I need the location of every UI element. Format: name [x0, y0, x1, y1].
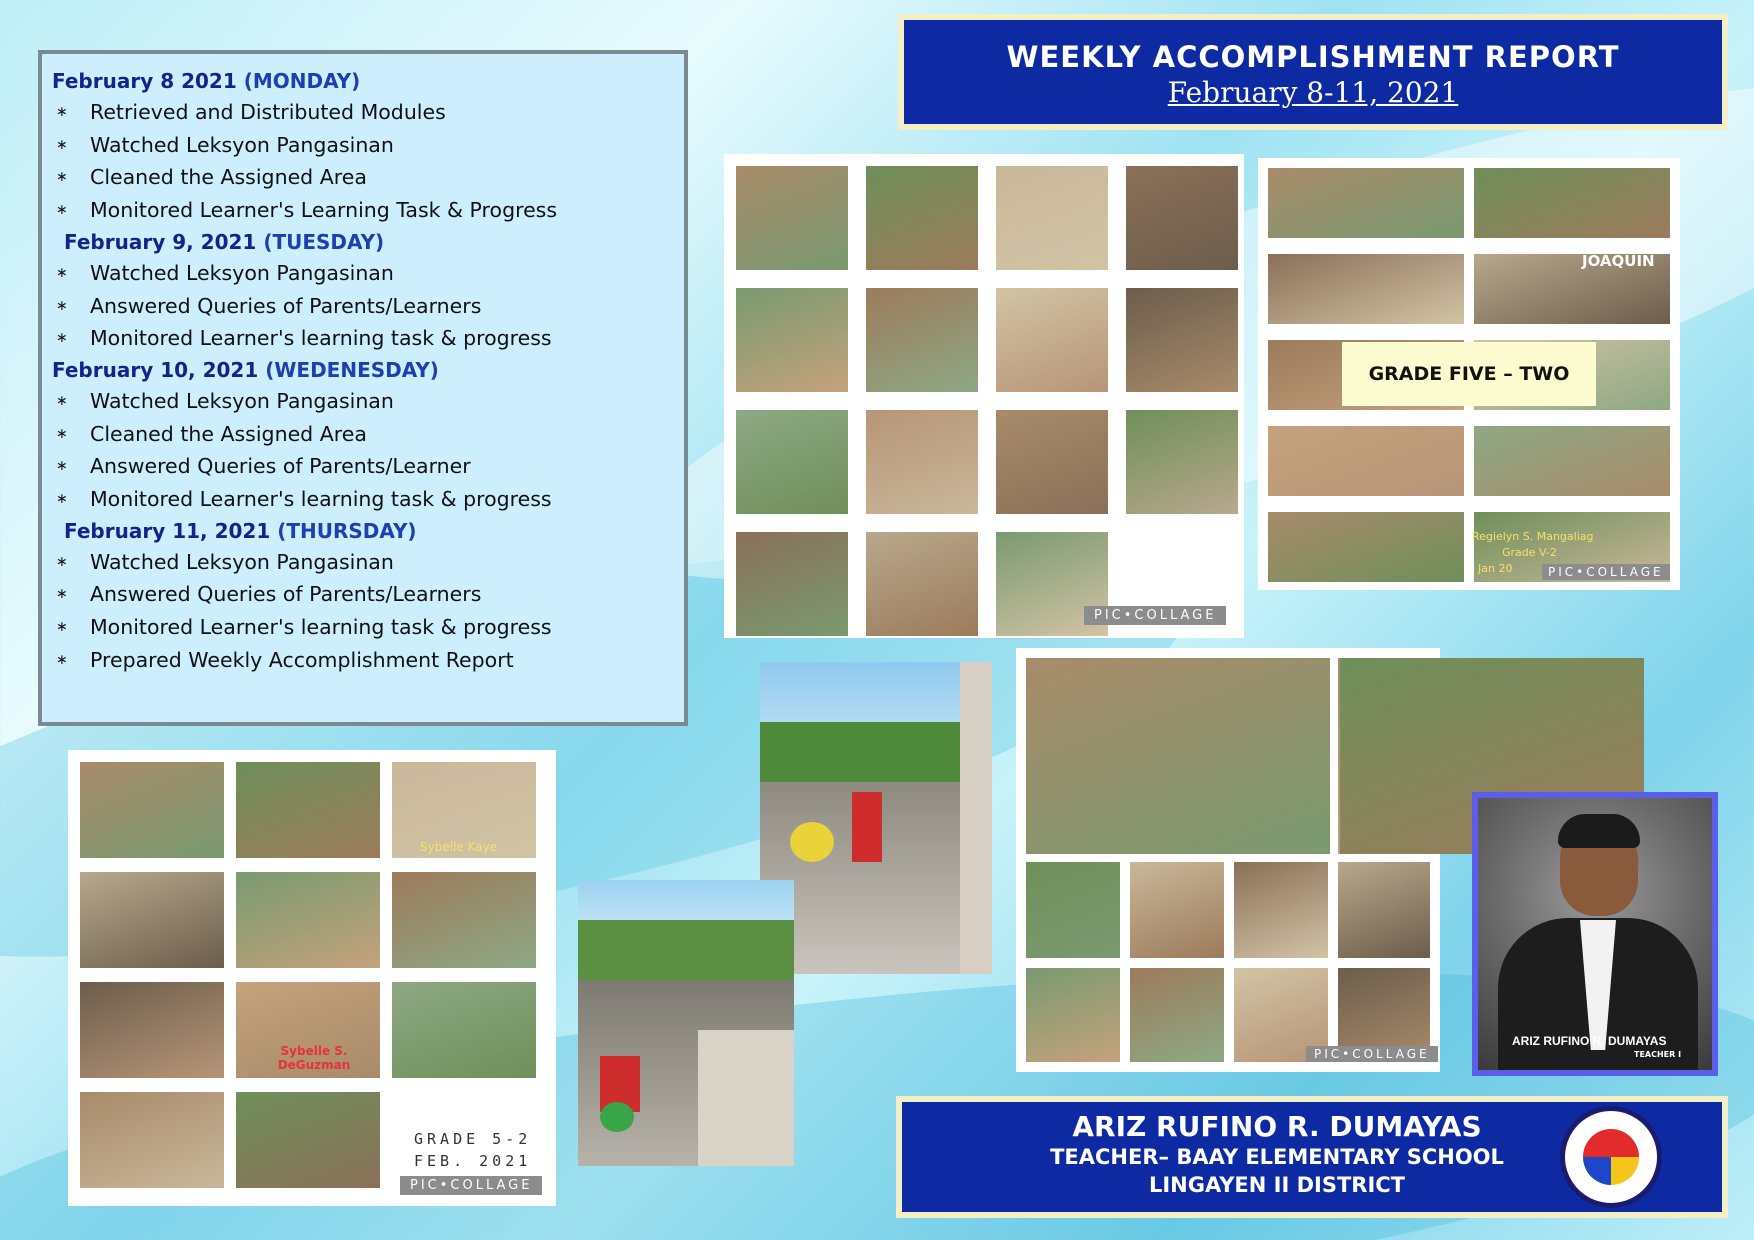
day-weekday: (MONDAY) — [243, 69, 361, 93]
collage-photo — [1026, 658, 1330, 854]
bullet-icon: ∗ — [56, 392, 68, 409]
collage-watermark: PIC•COLLAGE — [1306, 1046, 1438, 1062]
task-item — [52, 644, 674, 677]
task-text: Cleaned the Assigned Area — [90, 421, 367, 446]
task-text: Monitored Learner's learning task & progress — [90, 487, 552, 512]
task-item — [52, 418, 674, 451]
report-title: WEEKLY ACCOMPLISHMENT REPORT — [1006, 40, 1620, 74]
collage-photo — [1026, 862, 1120, 958]
collage-photo — [1126, 410, 1238, 514]
photo-outdoor-cleaning — [760, 662, 992, 974]
collage-photo — [1474, 426, 1670, 496]
task-text: Monitored Learner's Learning Task & Progress — [90, 198, 558, 223]
task-item — [52, 483, 674, 516]
bullet-icon: ∗ — [56, 651, 68, 668]
collage-photo — [236, 872, 380, 968]
teacher-footer-banner — [896, 1096, 1728, 1218]
photo-caption-sybelle-deguzman: Sybelle S. DeGuzman — [277, 1044, 351, 1072]
collage-photo — [1234, 862, 1328, 958]
photo-collage-learners — [1258, 158, 1680, 590]
task-item — [52, 129, 674, 162]
photo-collage-home-learners — [68, 750, 556, 1206]
collage-photo — [866, 166, 978, 270]
bullet-icon: ∗ — [56, 619, 68, 636]
task-item — [52, 611, 674, 644]
task-text: Watched Leksyon Pangasinan — [90, 388, 394, 413]
collage-photo — [736, 532, 848, 636]
day-weekday: (TUESDAY) — [263, 229, 385, 254]
collage-photo — [392, 872, 536, 968]
bullet-icon: ∗ — [56, 458, 68, 475]
task-item — [52, 578, 674, 611]
photo-collage-classroom — [724, 154, 1244, 638]
bullet-icon: ∗ — [56, 202, 68, 219]
bullet-icon: ∗ — [56, 104, 68, 120]
task-text: Answered Queries of Parents/Learners — [90, 293, 482, 318]
photo-trees — [578, 920, 794, 980]
task-text: Monitored Learner's learning task & progress — [90, 615, 552, 640]
collage-photo — [1268, 426, 1464, 496]
collage-photo — [80, 872, 224, 968]
task-text: Prepared Weekly Accomplishment Report — [90, 647, 514, 672]
teacher-district: LINGAYEN II DISTRICT — [1148, 1173, 1406, 1197]
photo-caption-sybelle-kaye: Sybelle Kaye — [420, 840, 498, 854]
schedule-panel — [38, 50, 688, 726]
collage-photo — [1268, 512, 1464, 582]
task-text: Cleaned the Assigned Area — [90, 165, 367, 190]
collage-photo — [736, 166, 848, 270]
collage-photo — [866, 288, 978, 392]
task-item — [52, 450, 674, 483]
photo-trees — [760, 722, 992, 782]
day-weekday: (THURSDAY) — [277, 518, 417, 543]
task-text: Monitored Learner's learning task & progress — [90, 326, 552, 351]
bullet-icon: ∗ — [56, 297, 68, 314]
collage-photo — [80, 982, 224, 1078]
photo-caption-joaquin: JOAQUIN — [1582, 252, 1655, 270]
day-heading — [52, 355, 674, 385]
day-heading — [52, 66, 674, 96]
grade-label-box: GRADE FIVE – TWO — [1342, 342, 1596, 406]
collage-photo — [1126, 288, 1238, 392]
bullet-icon: ∗ — [56, 136, 68, 153]
collage-photo — [80, 1092, 224, 1188]
day-date: February 8 2021 — [52, 69, 237, 93]
collage-photo — [1130, 862, 1224, 958]
photo-outdoor-garden — [578, 880, 794, 1166]
task-text: Watched Leksyon Pangasinan — [90, 260, 394, 285]
collage-photo — [1126, 166, 1238, 270]
task-item — [52, 290, 674, 323]
banner-inner — [904, 20, 1722, 124]
collage-watermark: PIC•COLLAGE — [400, 1176, 542, 1195]
collage-photo — [80, 762, 224, 858]
portrait-role: TEACHER I — [1634, 1050, 1682, 1059]
task-item — [52, 546, 674, 579]
collage-watermark: PIC•COLLAGE — [1084, 606, 1226, 625]
photo-wall — [960, 662, 992, 974]
portrait-name: ARIZ RUFINO R. DUMAYAS — [1512, 1034, 1667, 1048]
task-item — [52, 161, 674, 194]
collage-date-text: FEB. 2021 — [414, 1152, 532, 1170]
bullet-icon: ∗ — [56, 264, 68, 281]
bullet-icon: ∗ — [56, 169, 68, 186]
bullet-icon: ∗ — [56, 330, 68, 347]
photo-wall — [698, 1030, 794, 1166]
footer-inner — [902, 1102, 1722, 1212]
deped-logo-icon — [1583, 1129, 1639, 1185]
photo-caption-date: Jan 20 — [1478, 562, 1513, 575]
collage-photo — [392, 982, 536, 1078]
collage-photo — [736, 410, 848, 514]
task-item — [52, 257, 674, 290]
task-item — [52, 194, 674, 227]
teacher-name: ARIZ RUFINO R. DUMAYAS — [1072, 1110, 1482, 1143]
photo-person — [852, 792, 882, 862]
collage-photo — [866, 532, 978, 636]
day-heading — [52, 227, 674, 257]
task-text: Watched Leksyon Pangasinan — [90, 132, 394, 157]
collage-photo — [236, 1092, 380, 1188]
bullet-icon: ∗ — [56, 491, 68, 508]
collage-photo — [996, 288, 1108, 392]
collage-photo — [1026, 968, 1120, 1062]
day-date: February 11, 2021 — [64, 518, 271, 543]
task-text: Answered Queries of Parents/Learners — [90, 582, 482, 607]
teacher-portrait — [1478, 798, 1712, 1070]
task-item — [52, 96, 674, 129]
portrait-hair — [1558, 814, 1640, 848]
bullet-icon: ∗ — [56, 553, 68, 570]
photo-planter — [790, 822, 834, 862]
bullet-icon: ∗ — [56, 586, 68, 603]
collage-photo — [866, 410, 978, 514]
collage-watermark: PIC•COLLAGE — [1542, 564, 1670, 580]
school-seal-logo — [1560, 1106, 1662, 1208]
report-header-banner — [898, 14, 1728, 130]
task-item — [52, 385, 674, 418]
collage-photo — [996, 166, 1108, 270]
collage-photo — [736, 288, 848, 392]
photo-caption-grade: Grade V-2 — [1502, 546, 1557, 559]
collage-photo — [1338, 862, 1430, 958]
collage-photo — [1130, 968, 1224, 1062]
teacher-position: TEACHER– BAAY ELEMENTARY SCHOOL — [1050, 1145, 1504, 1169]
photo-collage-office — [1016, 648, 1440, 1072]
photo-planter — [600, 1102, 634, 1132]
day-heading — [52, 516, 674, 546]
collage-photo — [1474, 168, 1670, 238]
collage-photo — [1268, 168, 1464, 238]
photo-caption-regielyn: Regielyn S. Mangaliag — [1472, 530, 1594, 543]
teacher-portrait-frame — [1472, 792, 1718, 1076]
task-text: Answered Queries of Parents/Learner — [90, 454, 471, 479]
task-text: Retrieved and Distributed Modules — [90, 100, 446, 124]
day-weekday: (WEDENESDAY) — [265, 357, 439, 382]
day-date: February 9, 2021 — [64, 229, 257, 254]
task-item — [52, 322, 674, 355]
collage-grade-text: GRADE 5-2 — [414, 1130, 532, 1148]
collage-photo — [236, 762, 380, 858]
collage-photo — [1268, 254, 1464, 324]
bullet-icon: ∗ — [56, 425, 68, 442]
collage-photo — [996, 410, 1108, 514]
task-text: Watched Leksyon Pangasinan — [90, 549, 394, 574]
day-date: February 10, 2021 — [52, 357, 259, 382]
report-date-range: February 8-11, 2021 — [1167, 76, 1459, 109]
